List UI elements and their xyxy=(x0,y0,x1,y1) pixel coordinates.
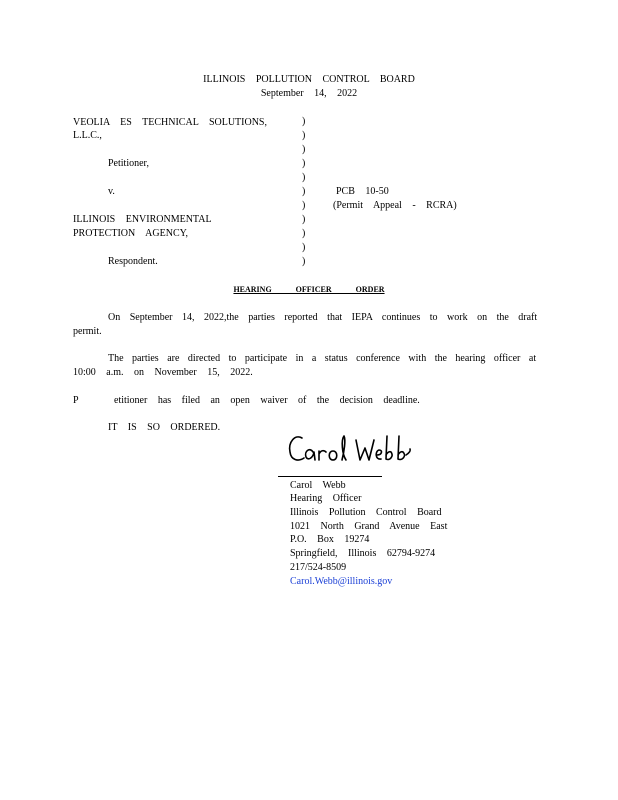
respondent-name-line1: ILLINOIS ENVIRONMENTAL xyxy=(73,214,212,225)
respondent-name-line2: PROTECTION AGENCY, xyxy=(73,228,189,239)
petitioner-role: Petitioner, xyxy=(108,158,149,169)
email-link[interactable]: Carol.Webb@illinois.gov xyxy=(290,576,393,587)
paragraph-1-line2: permit. xyxy=(73,326,102,337)
paragraph-2-line1: The parties are directed to participate in a status conference with the hearing officer at xyxy=(108,353,537,364)
petitioner-name-line2: L.L.C., xyxy=(73,130,102,141)
signatory-title: Hearing Officer xyxy=(290,493,362,504)
versus: v. xyxy=(108,186,115,197)
address-street: 1021 North Grand Avenue East xyxy=(290,521,448,532)
board-name: ILLINOIS POLLUTION CONTROL BOARD xyxy=(203,74,415,85)
address-city: Springfield, Illinois 62794-9274 xyxy=(290,548,436,559)
closing-statement: IT IS SO ORDERED. xyxy=(108,422,221,433)
signature-line xyxy=(278,476,382,477)
signatory-organization: Illinois Pollution Control Board xyxy=(290,507,442,518)
document-title: HEARING OFFICER ORDER xyxy=(233,285,385,294)
paragraph-3-initial: P xyxy=(73,395,79,406)
phone-number: 217/524-8509 xyxy=(290,562,347,573)
handwritten-signature xyxy=(286,430,416,470)
paragraph-2-line2: 10:00 a.m. on November 15, 2022. xyxy=(73,367,253,378)
caption-braces: ) ) ) ) ) ) ) ) ) ) ) xyxy=(302,116,306,267)
case-number: PCB 10-50 xyxy=(336,186,389,197)
petitioner-name-line1: VEOLIA ES TECHNICAL SOLUTIONS, xyxy=(73,117,267,128)
respondent-role: Respondent. xyxy=(108,256,158,267)
paragraph-1-line1: On September 14, 2022,the parties reported that IEPA continues to work on the draft xyxy=(108,312,538,323)
address-po-box: P.O. Box 19274 xyxy=(290,534,370,545)
order-date: September 14, 2022 xyxy=(260,88,358,99)
case-type: (Permit Appeal - RCRA) xyxy=(333,200,457,211)
signatory-name: Carol Webb xyxy=(290,480,346,491)
paragraph-3-text: etitioner has filed an open waiver of the decision deadline. xyxy=(114,395,420,406)
